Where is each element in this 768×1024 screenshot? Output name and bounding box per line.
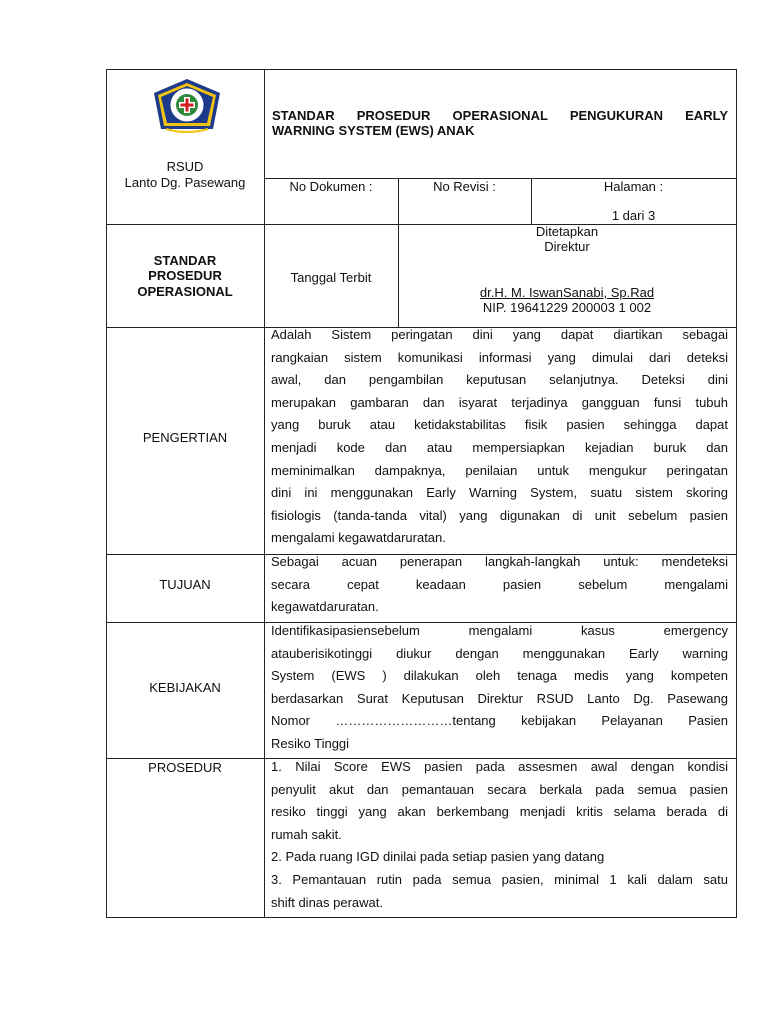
signatory-nip: NIP. 19641229 200003 1 002 — [482, 300, 652, 315]
kebijakan-line: berdasarkan Surat Keputusan Direktur RSUD Lanto Dg. Pasewang — [271, 690, 728, 706]
prosedur-line: resiko tinggi yang akan berkembang menjadi kritis selama berada di — [271, 804, 728, 820]
tujuan-line: kegawatdaruratan. — [271, 599, 379, 615]
prosedur-line: rumah sakit. — [271, 826, 342, 842]
spo-label-line2: PROSEDUR — [148, 268, 222, 283]
org-name-line2: Lanto Dg. Pasewang — [124, 175, 246, 190]
document-title-line2: WARNING SYSTEM (EWS) ANAK — [272, 123, 475, 138]
kebijakan-line: Nomor ………………………tentang kebijakan Pelayanan Pasien — [271, 713, 728, 729]
pengertian-line: Adalah Sistem peringatan dini yang dapat diartikan sebagai — [271, 327, 728, 342]
pengertian-label: PENGERTIAN — [142, 430, 228, 445]
org-name-line1: RSUD — [166, 159, 204, 174]
kebijakan-line: Identifikasipasiensebelum mengalami kasus emergency — [271, 623, 728, 638]
tujuan-line: secara cepat keadaan pasien sebelum mengalami — [271, 576, 728, 592]
kebijakan-text — [271, 620, 728, 756]
hospital-logo-icon — [152, 77, 222, 137]
pengertian-text — [271, 324, 728, 550]
tanggal-terbit-label: Tanggal Terbit — [290, 270, 372, 285]
tujuan-text — [271, 551, 728, 619]
table-col-divider — [264, 69, 265, 918]
no-dokumen-label: No Dokumen : — [289, 179, 373, 194]
pengertian-line: fisiologis (tanda-tanda vital) yang digunakan di unit sebelum pasien — [271, 507, 728, 523]
pengertian-line: menjadi kode dan atau mempersiapkan kejadian buruk dan — [271, 439, 728, 455]
prosedur-line: 3. Pemantauan rutin pada semua pasien, minimal 1 kali dalam satu — [271, 871, 728, 887]
tujuan-line: Sebagai acuan penerapan langkah-langkah untuk: mendeteksi — [271, 554, 728, 569]
halaman-label: Halaman : — [603, 179, 664, 194]
prosedur-line: 1. Nilai Score EWS pasien pada assesmen awal dengan kondisi — [271, 759, 728, 774]
spo-label-line3: OPERASIONAL — [137, 284, 233, 299]
pengertian-line: dini ini menggunakan Early Warning System, suatu sistem skoring — [271, 485, 728, 501]
kebijakan-line: Resiko Tinggi — [271, 735, 350, 751]
spo-label-line1: STANDAR — [153, 253, 217, 268]
pengertian-line: meminimalkan dampaknya, penilaian untuk mengukur peringatan — [271, 462, 728, 478]
pengertian-line: awal, dan pengambilan keputusan selanjutnya. Deteksi dini — [271, 372, 728, 388]
pengertian-line: yang buruk atau ketidakstabilitas fisik pasien sehingga dapat — [271, 417, 728, 433]
pengertian-line: rangkaian sistem komunikasi informasi yang dimulai dari deteksi — [271, 349, 728, 365]
prosedur-line: penyulit akut dan pemantauan secara berkala pada semua pasien — [271, 781, 728, 797]
document-title-line1: STANDAR PROSEDUR OPERASIONAL PENGUKURAN EARLY — [272, 108, 728, 123]
kebijakan-label: KEBIJAKAN — [149, 680, 221, 695]
tujuan-label: TUJUAN — [159, 577, 211, 592]
prosedur-label: PROSEDUR — [148, 760, 222, 775]
signatory-name: dr.H. M. IswanSanabi, Sp.Rad — [479, 285, 655, 300]
kebijakan-line: atauberisikotinggi diukur dengan menggunakan Early warning — [271, 645, 728, 661]
kebijakan-line: System (EWS ) dilakukan oleh tenaga medis yang kompeten — [271, 668, 728, 684]
halaman-value: 1 dari 3 — [611, 208, 656, 223]
pengertian-line: mengalami kegawatdaruratan. — [271, 530, 446, 546]
prosedur-line: 2. Pada ruang IGD dinilai pada setiap pasien yang datang — [271, 849, 605, 865]
prosedur-text — [271, 756, 728, 914]
table-border-bottom — [106, 917, 737, 918]
prosedur-line: shift dinas perawat. — [271, 894, 384, 910]
table-border-right — [736, 69, 737, 918]
direktur-label: Direktur — [544, 239, 590, 254]
table-border-top — [106, 69, 737, 70]
pengertian-line: merupakan gambaran dan isyarat terjadinya gangguan funsi tubuh — [271, 394, 728, 410]
ditetapkan-label: Ditetapkan — [535, 224, 599, 239]
table-border-left — [106, 69, 107, 918]
no-revisi-label: No Revisi : — [433, 179, 496, 194]
